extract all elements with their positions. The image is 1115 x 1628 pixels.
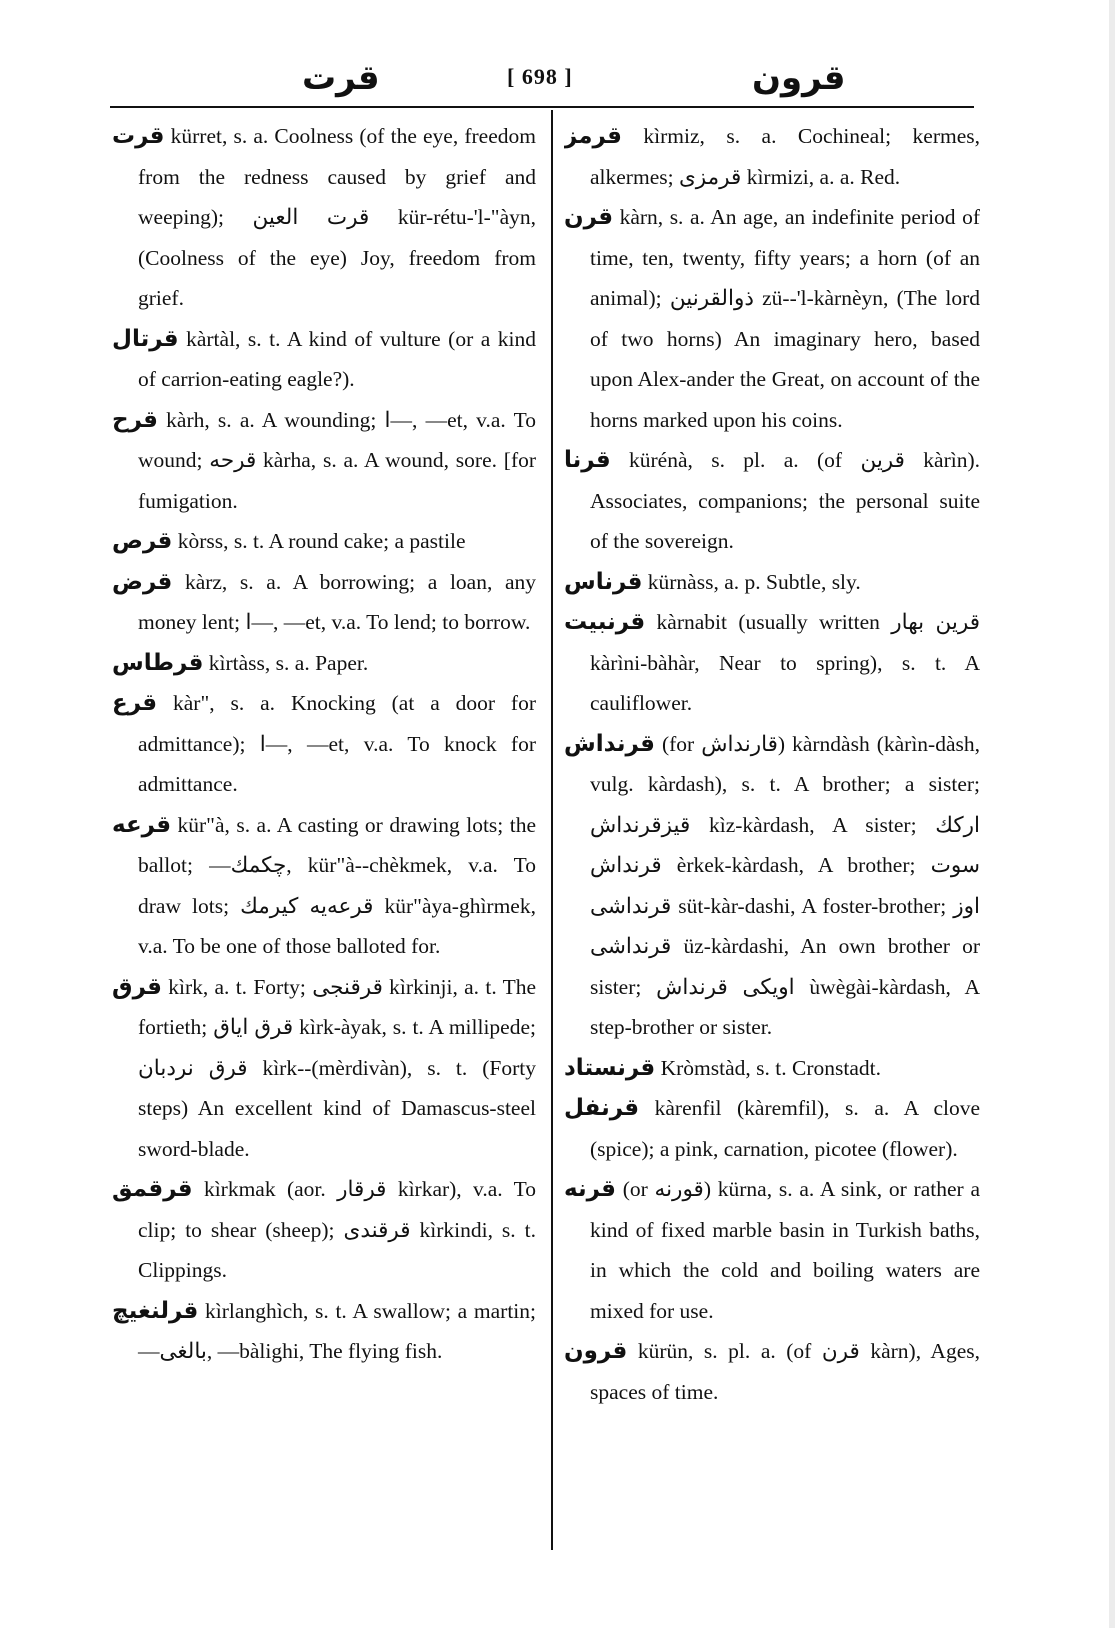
entry-headword: قرنه (564, 1176, 616, 1202)
left-running-headword: قرت (302, 58, 380, 98)
page-number: [ 698 ] (507, 64, 573, 89)
entry-headword: قرطاس (112, 649, 204, 676)
entry-headword: قرنداش (564, 730, 655, 757)
entry-definition: kür"à, s. a. A casting or drawing lots; the ballot; —چكمك, kür"à--chèkmek, v.a. To draw lots; قرعه‌يه كيرمك kür"àya-ghìrmek, v.a. To be one of those balloted for. (138, 812, 537, 958)
entry-definition: kàrn, s. a. An age, an indefinite period of time, ten, twenty, fifty years; a horn (of an animal); ذوالقرنين zü--'l-kàrnèyn, (The lord of two horns) An imaginary hero, based upon Alex-ander the Great, on account of the horns marked upon his coins. (590, 205, 980, 432)
dictionary-entry (564, 197, 980, 440)
entry-headword: قرتال (112, 325, 179, 352)
entry-headword: قرنا (564, 447, 611, 473)
entry-definition: kìrtàss, s. a. Paper. (208, 650, 369, 675)
entry-definition: kìrlanghìch, s. t. A swallow; a martin; —بالغى, —bàlighi, The flying fish. (138, 1298, 537, 1363)
dictionary-entry (112, 1291, 536, 1372)
header-rule (110, 106, 974, 108)
dictionary-entry (112, 116, 536, 319)
left-column (112, 116, 536, 1372)
entry-definition: kìrk, a. t. Forty; قرقنجى kìrkinji, a. t. The fortieth; قرق اياق kìrk-àyak, s. t. A millipede; قرق نردبان kìrk--(mèrdivàn), s. t. (Forty steps) An excellent kind of Damascus-steel sword-blade. (138, 974, 537, 1161)
dictionary-entry (112, 805, 536, 967)
entry-headword: قرمز (564, 123, 622, 149)
dictionary-entry (564, 116, 980, 197)
dictionary-entry (564, 602, 980, 724)
dictionary-entry (112, 683, 536, 805)
entry-headword: قرلنغيچ (112, 1297, 199, 1324)
right-running-headword: قرون (752, 58, 846, 98)
dictionary-entry (112, 1169, 536, 1291)
dictionary-entry (564, 724, 980, 1048)
entry-headword: قرص (112, 528, 173, 554)
right-column (564, 116, 980, 1412)
entry-definition: kàrnabit (usually written قرين بهار kàrìni-bàhàr, Near to spring), s. t. A cauliflower. (590, 610, 980, 715)
entry-definition: kàr", s. a. Knocking (at a door for admittance); ا—, —et, v.a. To knock for admittance. (138, 691, 537, 796)
page-edge-shadow (1109, 0, 1115, 1628)
entry-headword: قرقمق (112, 1176, 193, 1202)
entry-headword: قرع (112, 690, 158, 716)
dictionary-entry (564, 1088, 980, 1169)
entry-definition: kìrmiz, s. a. Cochineal; kermes, alkermes; قرمزى kìrmizi, a. a. Red. (590, 124, 980, 189)
dictionary-entry (112, 319, 536, 400)
dictionary-entry (564, 1331, 980, 1412)
entry-headword: قرنستاد (564, 1054, 656, 1081)
entry-headword: قرت (112, 123, 165, 149)
page-header (112, 58, 972, 104)
dictionary-entry (564, 440, 980, 562)
dictionary-entry (564, 1169, 980, 1331)
entry-definition: (or قورنه) kürna, s. a. A sink, or rather a kind of fixed marble basin in Turkish baths, in which the cold and boiling waters are mixed for use. (590, 1177, 980, 1323)
entry-definition: kòrss, s. t. A round cake; a pastile (177, 529, 466, 553)
entry-definition: Kròmstàd, s. t. Cronstadt. (660, 1055, 881, 1080)
dictionary-entry (112, 643, 536, 684)
dictionary-entry (112, 967, 536, 1170)
entry-definition: kàrh, s. a. A wounding; ا—, —et, v.a. To wound; قرحه kàrha, s. a. A wound, sore. [for fumigation. (138, 407, 537, 513)
dictionary-entry (564, 562, 980, 603)
entry-headword: قرن (564, 204, 613, 230)
entry-headword: قرون (564, 1338, 628, 1364)
entry-headword: قرنبيت (564, 609, 646, 635)
entry-headword: قرض (112, 568, 173, 595)
entry-definition: kàrtàl, s. t. A kind of vulture (or a kind of carrion-eating eagle?). (138, 326, 536, 391)
entry-definition: kürnàss, a. p. Subtle, sly. (647, 569, 861, 594)
entry-headword: قرعه (112, 811, 172, 838)
dictionary-entry (112, 400, 536, 522)
entry-definition: kürret, s. a. Coolness (of the eye, freedom from the redness caused by grief and weeping); قرت العين kür-rétu-'l-"àyn, (Coolness of the eye) Joy, freedom from grief. (138, 124, 536, 310)
entry-definition: kìrkmak (aor. قرقار kìrkar), v.a. To clip; to shear (sheep); قرقندى kìrkindi, s. t. Clippings. (138, 1177, 537, 1282)
entry-definition: kürün, s. pl. a. (of قرن kàrn), Ages, spaces of time. (590, 1339, 980, 1404)
dictionary-entry (564, 1048, 980, 1089)
column-divider (551, 110, 553, 1550)
entry-headword: قرق (112, 973, 162, 1000)
entry-definition: kàrz, s. a. A borrowing; a loan, any money lent; ا—, —et, v.a. To lend; to borrow. (138, 569, 537, 634)
entry-headword: قرناس (564, 568, 643, 595)
entry-definition: kàrenfil (kàremfil), s. a. A clove (spice); a pink, carnation, picotee (flower). (590, 1096, 980, 1161)
entry-definition: (for قارنداش) kàrndàsh (kàrìn-dàsh, vulg. kàrdash), s. t. A brother; a sister; قيزقرنداش kìz-kàrdash, A sister; اركك قرنداش èrkek-kàrdash, A brother; سوت قرنداشى süt-kàr-dashi, A foster-brother; اوز قرنداشى üz-kàrdashi, An own brother or sister; اويكى قرنداش ùwègài-kàrdash, A step-brother or sister. (590, 731, 980, 1039)
entry-headword: قرنفل (564, 1095, 640, 1121)
entry-definition: kürénà, s. pl. a. (of قرين kàrìn). Associates, companions; the personal suite of the sovereign. (590, 448, 980, 553)
dictionary-entry (112, 521, 536, 562)
dictionary-entry (112, 562, 536, 643)
entry-headword: قرح (112, 406, 158, 433)
